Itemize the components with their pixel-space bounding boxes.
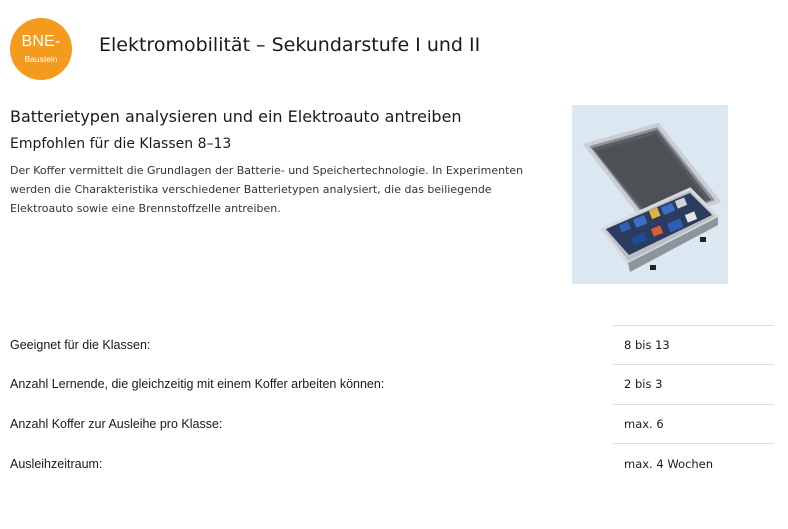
experiment-case-illustration <box>572 105 728 284</box>
spec-label-period: Ausleihzeitraum: <box>10 457 103 471</box>
spec-value-period: max. 4 Wochen <box>624 457 714 471</box>
page-title: Elektromobilität – Sekundarstufe I und II <box>99 34 481 56</box>
badge-label-secondary: Baustein <box>24 54 58 64</box>
spec-divider <box>613 364 774 365</box>
spec-divider <box>613 443 774 444</box>
description-line: werden die Charakteristika verschiedener Batterietypen analysiert, die das beiliegende <box>10 183 492 196</box>
spec-label-cases: Anzahl Koffer zur Ausleihe pro Klasse: <box>10 417 223 431</box>
bne-badge <box>10 18 72 80</box>
spec-divider <box>613 404 774 405</box>
section-subheading: Empfohlen für die Klassen 8–13 <box>10 136 232 152</box>
spec-value-classes: 8 bis 13 <box>624 338 670 352</box>
description-line: Elektroauto sowie eine Brennstoffzelle antreiben. <box>10 202 281 215</box>
description-line: Der Koffer vermittelt die Grundlagen der Batterie- und Speichertechnologie. In Experimenten <box>10 164 524 177</box>
spec-label-learners: Anzahl Lernende, die gleichzeitig mit einem Koffer arbeiten können: <box>10 377 385 391</box>
section-heading: Batterietypen analysieren und ein Elektroauto antreiben <box>10 107 462 126</box>
section-description <box>10 161 530 218</box>
spec-divider <box>613 325 774 326</box>
spec-label-classes: Geeignet für die Klassen: <box>10 338 151 352</box>
badge-label-primary: BNE- <box>21 33 61 50</box>
spec-value-cases: max. 6 <box>624 417 664 431</box>
spec-value-learners: 2 bis 3 <box>624 377 663 391</box>
experiment-case-image <box>572 105 728 284</box>
